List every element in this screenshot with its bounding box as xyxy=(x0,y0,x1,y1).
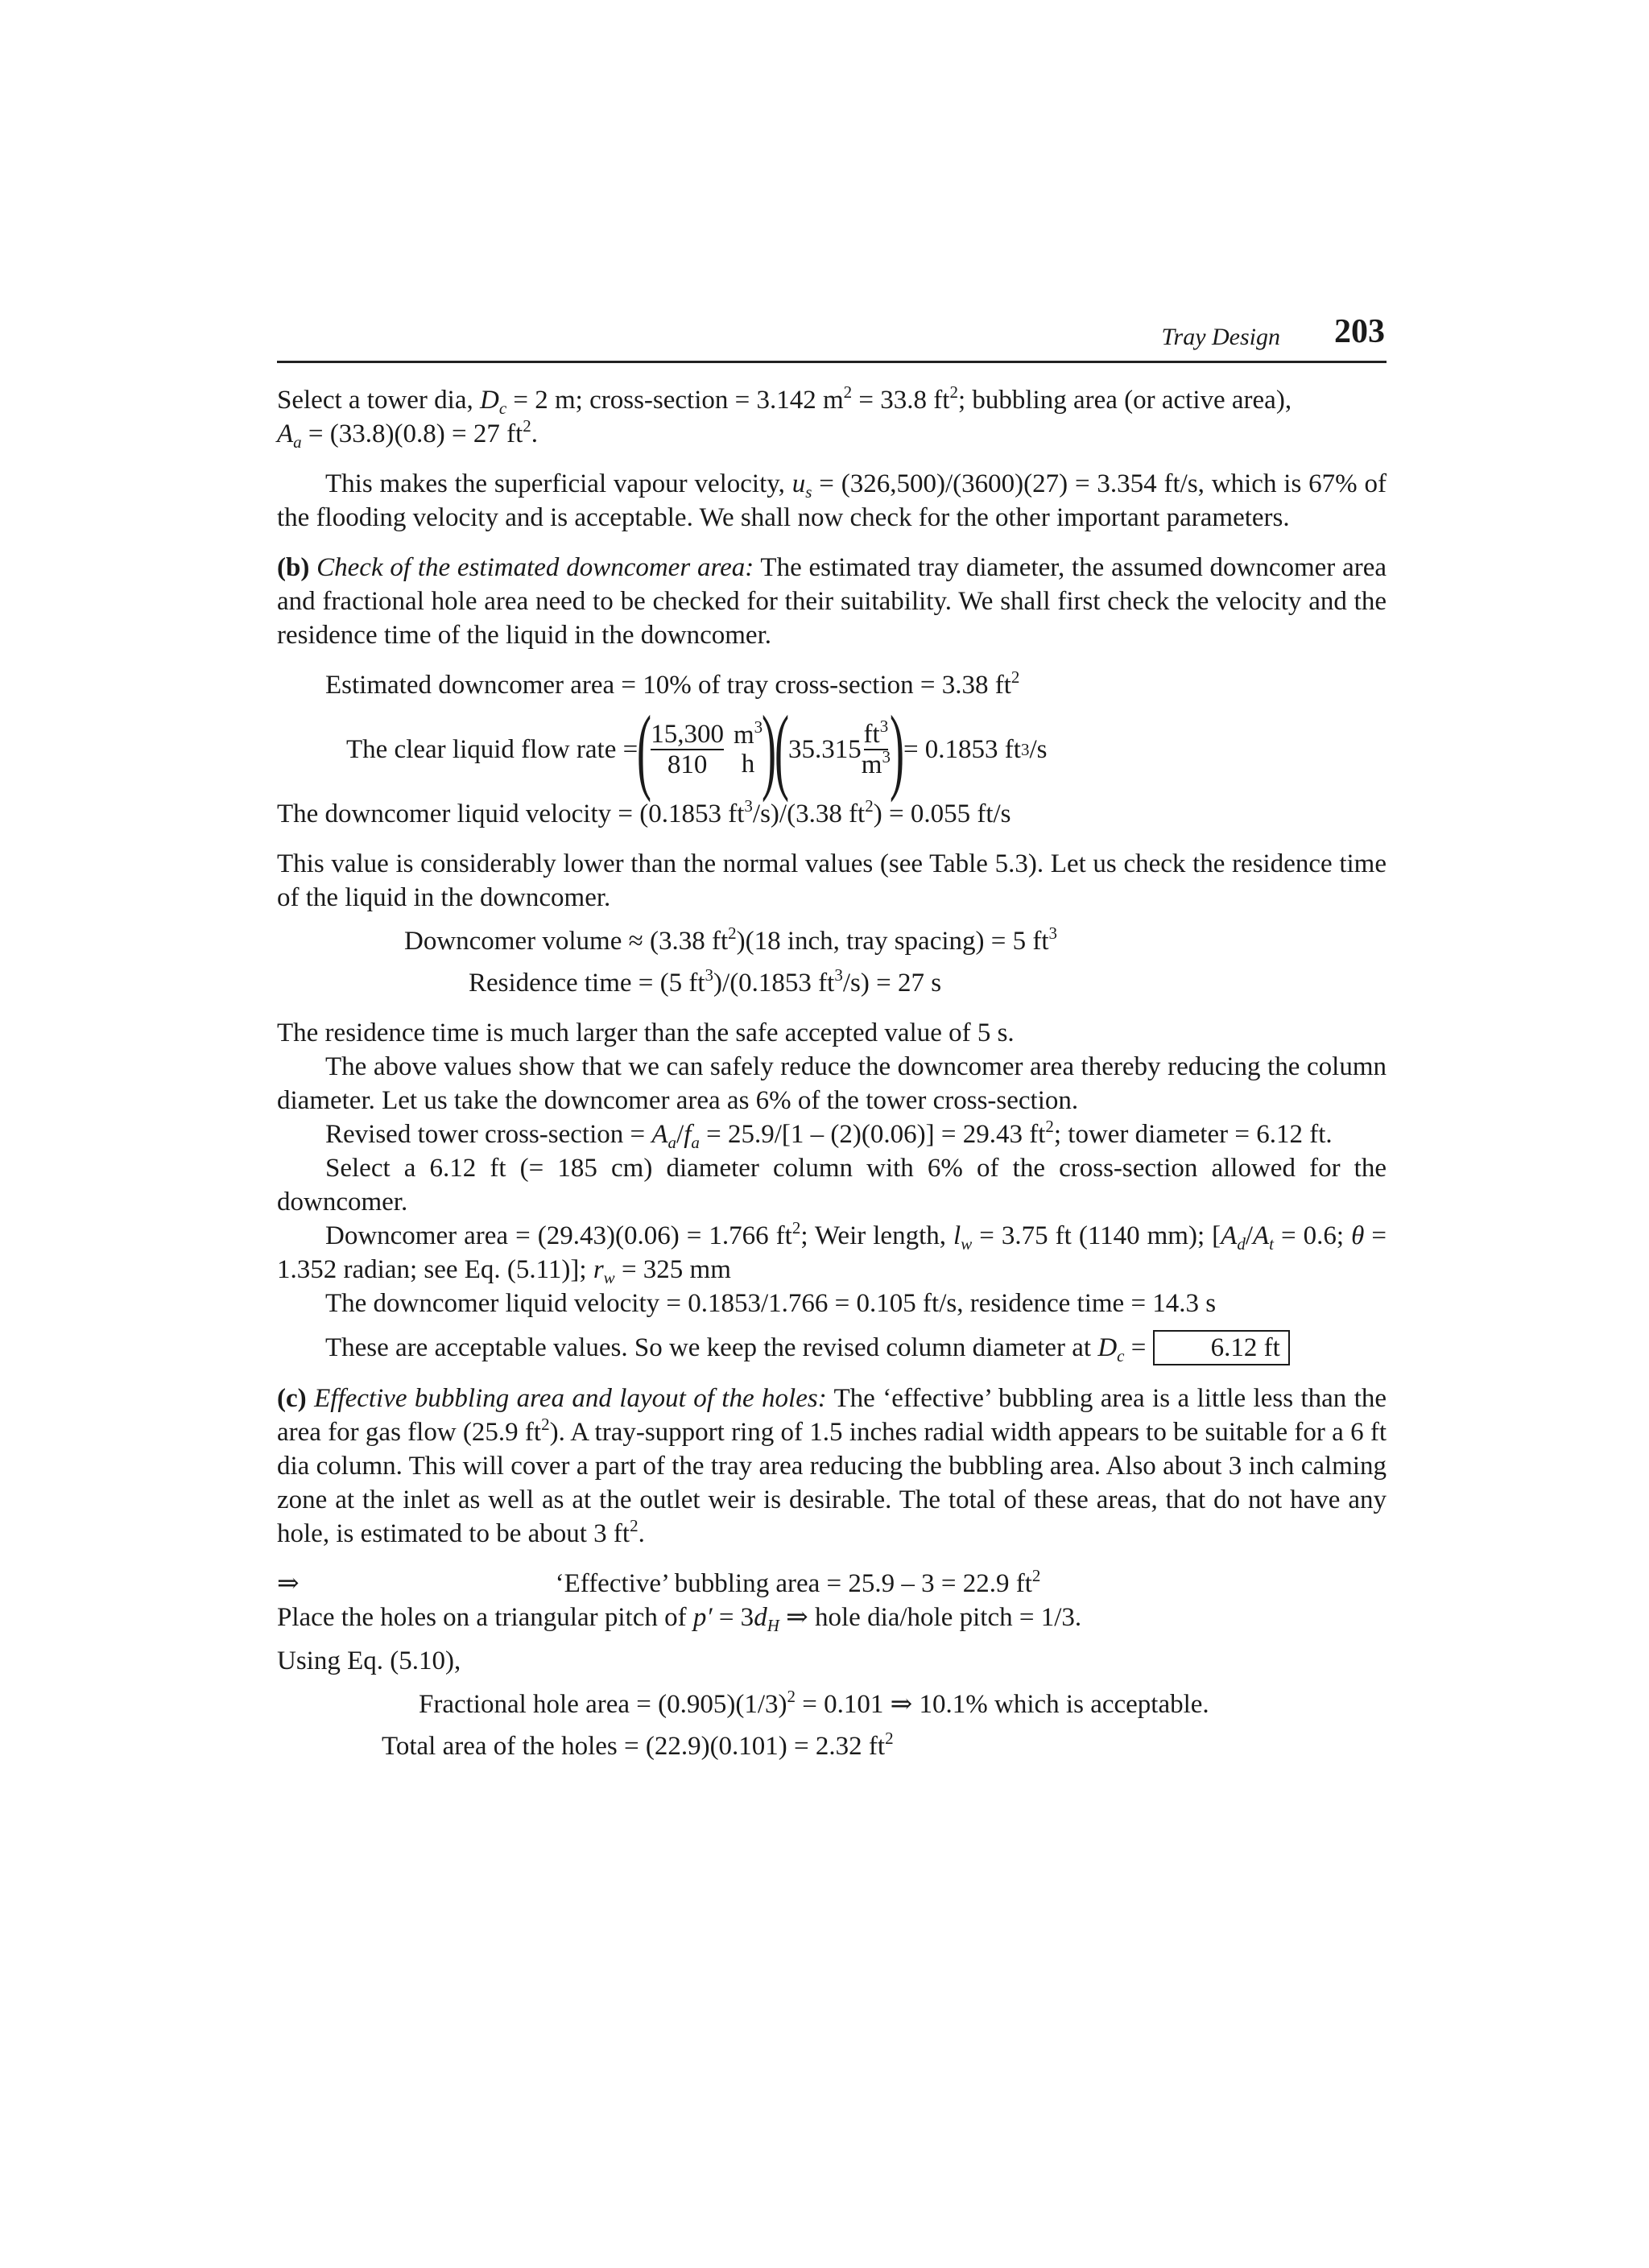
boxed-result: 6.12 ft xyxy=(1153,1330,1290,1365)
page-body xyxy=(277,383,1387,1763)
paragraph-residence-larger: The residence time is much larger than the safe accepted value of 5 s. xyxy=(277,1018,1015,1047)
paragraph-reduce-area: The above values show that we can safely reduce the downcomer area thereby reducing the column diameter. Let us take the downcomer area as 6% of the tower cross-section. xyxy=(277,1052,1387,1115)
equation-fractional-hole-area: Fractional hole area = $(0.905)(1/3)^2 = 0.101$ ⇒ 10.1% which is acceptable. xyxy=(419,1687,1209,1719)
equation-downcomer-area: Estimated downcomer area = 10% of tray cross-section = 3.38 $ft^2$ xyxy=(325,667,1020,700)
equation-residence-time: Residence time = (5 $ft^3)/(0.1853$ $ft^3/s) = 27$ s xyxy=(469,965,942,998)
paragraph-triangular-pitch: Place the holes on a triangular pitch of $p' = 3d_H$ ⇒ hole dia/hole pitch = 1/3. xyxy=(277,1603,1082,1635)
equation-liquid-flow-rate: The clear liquid flow rate = ( $\frac{15,300}{810}$ $m^3$ h ) ( 35.315 $\frac{ft^3}{m^3}$ ) = 0.1853 ft 3 /s xyxy=(346,696,1048,803)
equation-total-hole-area: Total area of the holes = (22.9)(0.101) = 2.32 $ft^2$ xyxy=(382,1729,894,1761)
page-header xyxy=(277,313,1387,363)
section-b-heading: (b) Check of the estimated downcomer area: The estimated tray diameter, the assumed downcomer area and fractional hole area need to be checked for their suitability. We shall first check the velocity and the residence time of the liquid in the downcomer. xyxy=(277,553,1387,650)
page-number: 203 xyxy=(1334,313,1385,350)
paragraph-liquid-velocity: The downcomer liquid velocity = 0.1853/1.766 = 0.105 ft/s, residence time = 14.3 s xyxy=(325,1289,1217,1318)
paragraph-select-column: Select a 6.12 ft (= 185 cm) diameter column with 6% of the cross-section allowed for the downcomer. xyxy=(277,1154,1387,1217)
paragraph-lower-values: This value is considerably lower than the normal values (see Table 5.3). Let us check the residence time of the liquid in the downcomer. xyxy=(277,849,1387,912)
equation-downcomer-volume: Downcomer volume ≈ (3.38 $ft^2)(18$ inch, tray spacing) = 5 $ft^3$ xyxy=(404,923,1058,956)
paragraph-superficial-velocity: This makes the superficial vapour velocity, $u_s = (326,500)/(3600)(27) = 3.354$ ft/s, which is 67% of the flooding velocity and is acceptable. We shall now check for the other important parameters. xyxy=(277,469,1387,532)
section-c-heading: (c) Effective bubbling area and layout of the holes: The ‘effective’ bubbling area is a little less than the area for gas flow (25.9 $ft^2$). A tray-support ring of 1.5 inches radial width appears to be suitable for a 6 ft dia column. This will cover a part of the tray area reducing the bubbling area. Also about 3 inch calming zone at the inlet as well as at the outlet weir is desirable. The total of these areas, that do not have any hole, is estimated to be about 3 $ft^2$. xyxy=(277,1384,1387,1548)
equation-effective-area: ⇒ ‘Effective’ bubbling area = 25.9 – 3 = 22.9 $ft^2$ xyxy=(277,1566,1041,1598)
paragraph-using-eq: Using Eq. (5.10), xyxy=(277,1646,461,1675)
paragraph-revised-cross-section: Revised tower cross-section = $A_a/f_a = 25.9/[1 - (2)(0.06)] = 29.43$ $ft^2$; tower diameter = 6.12 ft. xyxy=(325,1117,1333,1152)
paragraph-downcomer-area: Downcomer area = (29.43)(0.06) = 1.766 $ft^2$; Weir length, $l_w = 3.75$ ft (1140 mm); [$A_d/A_t = 0.6$; θ = 1.352 radian; see Eq. (5.11)]; $r_w = 325$ mm xyxy=(277,1218,1387,1287)
equation-downcomer-velocity: The downcomer liquid velocity = (0.1853 $ft^3/s)/(3.38$ $ft^2) = 0.055$ ft/s xyxy=(277,796,1011,828)
paragraph-acceptable-values: These are acceptable values. So we keep the revised column diameter at $D_c = 6.12$ ft xyxy=(277,1330,1387,1365)
paragraph-tower-dia: Select a tower dia, $D_c = 2$ m; cross-section = 3.142 $m^2 = 33.8$ $ft^2$; bubbling area (or active area), $A_a = (33.8)(0.8) = 27$ $ft^2$. xyxy=(277,382,1292,452)
running-title: Tray Design xyxy=(1161,324,1280,350)
